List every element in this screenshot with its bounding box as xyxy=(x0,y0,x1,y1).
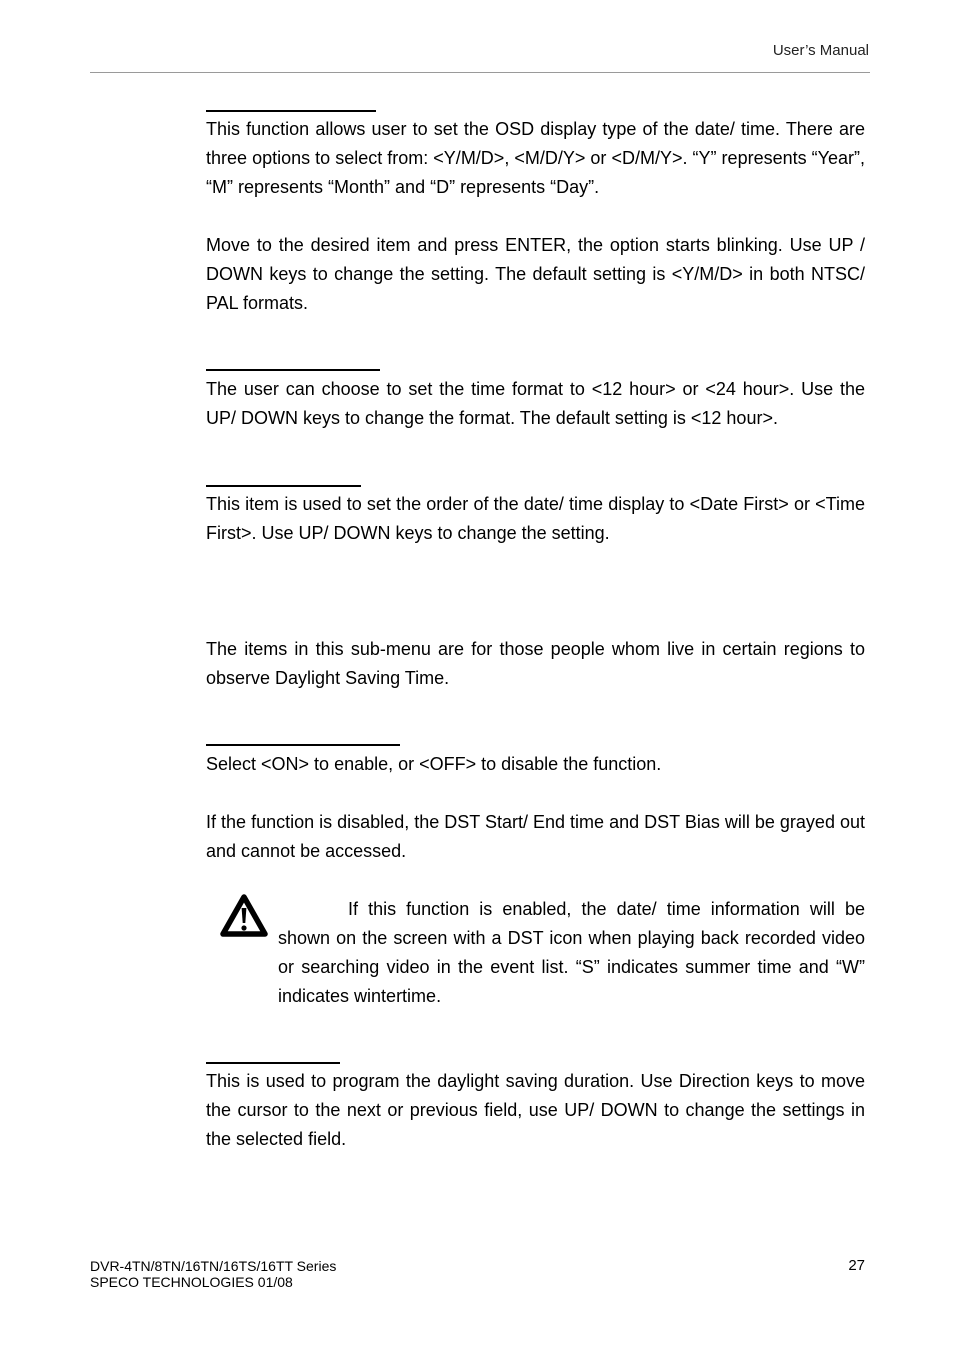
dst-disabled-note: If the function is disabled, the DST Start/ End time and DST Bias will be grayed out and cannot be accessed. xyxy=(206,812,865,861)
header-title: User’s Manual xyxy=(772,42,869,59)
dst-note-text: If this function is enabled, the date/ time information will be shown on the screen with a DST icon when playing back recorded video or searching video in the event list. “S” indicates summer time and “W” indicates wintertime. xyxy=(278,899,865,1006)
page-number: 27 xyxy=(848,1257,865,1274)
header-divider xyxy=(90,72,870,73)
footer-model: DVR-4TN/8TN/16TN/16TS/16TT Series xyxy=(90,1258,337,1274)
date-format-description: This function allows user to set the OSD display type of the date/ time. There are three options to select from: <Y/M/D>, <M/D/Y> or <D/M/Y>. “Y” represents “Year”, “M” represents “Month” and “D” represents “Day”. xyxy=(206,119,865,197)
date-format-instructions: Move to the desired item and press ENTER, the option starts blinking. Use UP / DOWN keys to change the setting. The default setting is <Y/M/D> in both NTSC/ PAL formats. xyxy=(206,235,865,313)
heading-underline-dst xyxy=(206,744,400,746)
heading-underline-display-order xyxy=(206,485,361,487)
dst-enable-description: Select <ON> to enable, or <OFF> to disable the function. xyxy=(206,754,662,774)
time-format-description: The user can choose to set the time format to <12 hour> or <24 hour>. Use the UP/ DOWN keys to change the format. The default setting is <12 hour>. xyxy=(206,379,865,428)
heading-underline-time-format xyxy=(206,369,380,371)
heading-underline-dst-start-end xyxy=(206,1062,340,1064)
footer-company: SPECO TECHNOLOGIES 01/08 xyxy=(90,1274,293,1290)
heading-underline-date-format xyxy=(206,110,376,112)
display-order-description: This item is used to set the order of the date/ time display to <Date First> or <Time First>. Use UP/ DOWN keys to change the setting. xyxy=(206,494,865,543)
dst-intro-description: The items in this sub-menu are for those people whom live in certain regions to observe Daylight Saving Time. xyxy=(206,639,865,688)
warning-triangle-icon xyxy=(219,893,269,939)
dst-start-end-description: This is used to program the daylight saving duration. Use Direction keys to move the cursor to the next or previous field, use UP/ DOWN to change the settings in the selected field. xyxy=(206,1071,865,1149)
